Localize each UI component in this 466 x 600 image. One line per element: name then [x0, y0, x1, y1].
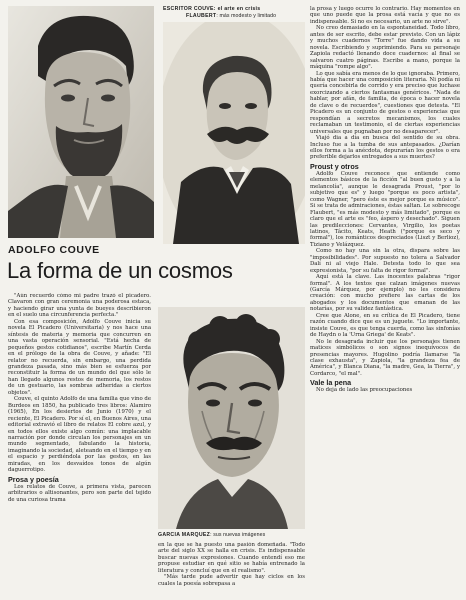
caption-top-text: ESCRITOR COUVE: el arte en crisis	[163, 6, 261, 12]
paragraph: la prosa y luego ocurre lo contrario. Hay momentos en que uno puede que la prosa está vacía y que no es indispensable. Si no es necesario, un arte no sirve".	[310, 6, 460, 25]
author-name: ADOLFO COUVE	[8, 244, 100, 256]
photo-caption-top	[163, 6, 260, 12]
paragraph: Viajó dia a día en busca del sentido de su obra. Incluso fue a la tumba de sus antepasados. ¿Darían ellos forma a la anécdota, depurarían los gestos o era preferible dejarlos entregados a sus muertes?	[310, 135, 460, 161]
paragraph: Como no hay una sin la otra, dispara sobre las "imposibilidades". Por supuesto no tolera a Salvador Dalí ni al viejo Hale. Detesta todo lo que sea expresionista, "por su falta de rigor formal".	[310, 248, 460, 274]
marquez-caption-label: GARCIA MARQUEZ	[158, 532, 211, 538]
flaubert-caption	[186, 13, 276, 19]
marquez-image	[158, 307, 305, 529]
paragraph: No deja de lado las preocupaciones	[316, 387, 413, 394]
author-portrait-image	[8, 6, 154, 238]
paragraph: "Aún recuerdo cómo mi padre trazó el picadero. Clavaron con gran ceremonia una poderosa estaca, y haciendo girar una yunta de bueyes describieron en el suelo una circunferencia perfecta."	[8, 293, 151, 319]
section-heading: Vale la pena	[310, 378, 352, 388]
paragraph: en la que se ha puesto una pasión domeñada. "Todo arte del siglo XX se halla en crisis. Es indispensable buscar nuevas expresiones. Cuando entendí eso me propuse estudiar en qué sitio se había entrenado la literatura y concluí que en el realismo".	[158, 542, 305, 574]
text-column-3	[310, 6, 460, 598]
section-heading: Prosa y poesía	[8, 474, 59, 484]
paragraph: Con esa composición, Adolfo Couve inicia su novela El Picadero (Universitaria) y nos hace una síntesis de materia y memoria que concurren en una vasta operación sensorial. "Está hecha de pequeños gestos cotidianos", escribe Martín Cerda en el prólogo de la obra de Couve, y añade: "El relator no recuerda, sin embargo, una perdida grandeza pasada, sino más bien se esfuerza por reconstituir la forma de un mundo del que sólo le han llegado algunos restos de memoria, los restos de un gestuario, las sombras adheridas a ciertos objetos".	[8, 318, 151, 396]
paragraph: Adolfo Couve reconoce que entiende como elementos básicos de la ficción "al buen gusto y a la melancolía", aunque le desagrada Proust, "por lo subjetivo que es" y luego "porque es poco artista", como Wagner, "pero éste es mejor porque es músico". Si se trata de admiraciones, éstas saltan. Le sobrecoge Flaubert, "es más modesto y más limitado", porque es claro que el arte es "feo, áspero y desechado". Siguen las predilecciones: Cervantes, Virgilio, los poetas latinos, Tácito, Keats, Heath ("porque es seco y formal"), los románticos despreciados (Liszt y Berlioz), Tiziano y Velázquez.	[310, 170, 460, 248]
flaubert-caption-text: : más modesto y limitado	[216, 13, 277, 19]
marquez-caption-text: : sus nuevas imágenes	[210, 532, 266, 538]
paragraph: Cree que Alone, en su crítica de El Picadero, tiene razón cuando dice que es un juguete. "Lo importante, insiste Couve, es que tenga cuerda, como las sinfonías de Haydn o la 'Urna Griega' de Keats".	[310, 312, 460, 339]
author-portrait-photo	[8, 6, 154, 238]
flaubert-photo	[163, 22, 305, 244]
paragraph: No le desagrada incluir que los personajes tienen matices simbólicos o son signos inequívocos de presencias mayores. Hugolino podría llamarse "la clase exhausta", y Zapiola, "la grandeza fea de América", y Blanca Diana, "la madre, Gea, la Tierra", y Cordarco, "el mal".	[310, 338, 460, 377]
flaubert-image	[163, 22, 305, 244]
paragraph: Los relatos de Couve, a primera vista, parecen arbitrarios o altisonantes, pero son parte del tejido de una curiosa trama	[8, 483, 151, 503]
section-heading: Proust y otros	[310, 161, 359, 171]
paragraph: "Más tarde pude advertir que hay ciclos en los cuales la poesía sobrepasa a	[158, 574, 305, 587]
paragraph: No creo demasiado en la espontaneidad. Todo libro, antes de ser escrito, debe estar previsto. Con un lápiz y muchos cuadernos "Torre" fue dando vida a su novela. Escribiendo y suprimiendo. Para su personaje Zapiola redactó llenando doce cuadernos: al final se salvaron cuatro páginas. Escribe a mano, porque la máquina "rompe algo".	[310, 25, 460, 71]
marquez-photo	[158, 307, 305, 529]
flaubert-caption-label: FLAUBERT	[186, 13, 217, 19]
paragraph: Couve, el quinto Adolfo de una familia que vino de Burdeos en 1850, ha publicado tres libros: Alamiro (1965), En los desiertos de Junio (1970) y el reciente, El Picadero. Por sí el, en Buenos Aires, una editorial extravió el libro de relatos El cobre azul, y en todos ellos existe algo común: una implacable narración por donde circulan los personajes en un mundo segmentado, fabulando la historia, imaginando la sociedad, aleteando en el tiempo y en el espacio y perdiéndola por las gestos, en las miradas, en los desvaídos tonos de algún daguerrotipo.	[8, 396, 151, 474]
text-column-2	[158, 542, 305, 598]
paragraph: Lo que sabía era menos de lo que ignoraba. Primero, había que hacer una composición literaria. Ni podía ni quería concebirla de corrido y era preciso que luchase exorcizando a ciertos fantasmas genéricos. "Nada de hablar, por afán, de familia, de época o hacer novela de clave o de recuerdos", cuestiones que detesta. "El Picadero es un conjunto de gestos o experiencias que respondían a secretos mecanismos, los cuales reclamaban un testimonio, el de ciertas experiencias universales que pugnaban por no desaparecer".	[310, 70, 460, 135]
marquez-caption	[158, 532, 265, 538]
article-title: La forma de un cosmos	[7, 258, 233, 283]
paragraph: Aquí está la clave. Las inocentes palabras "rigor formal". A los textos que calzan imágenes nuevas (García Márquez, por ejemplo) no les considera creación: con mucho prefiere las cartas de los abogados y los documentos que emanan de las notarías, por su validez fantástica.	[310, 274, 460, 313]
text-column-1	[8, 293, 151, 598]
